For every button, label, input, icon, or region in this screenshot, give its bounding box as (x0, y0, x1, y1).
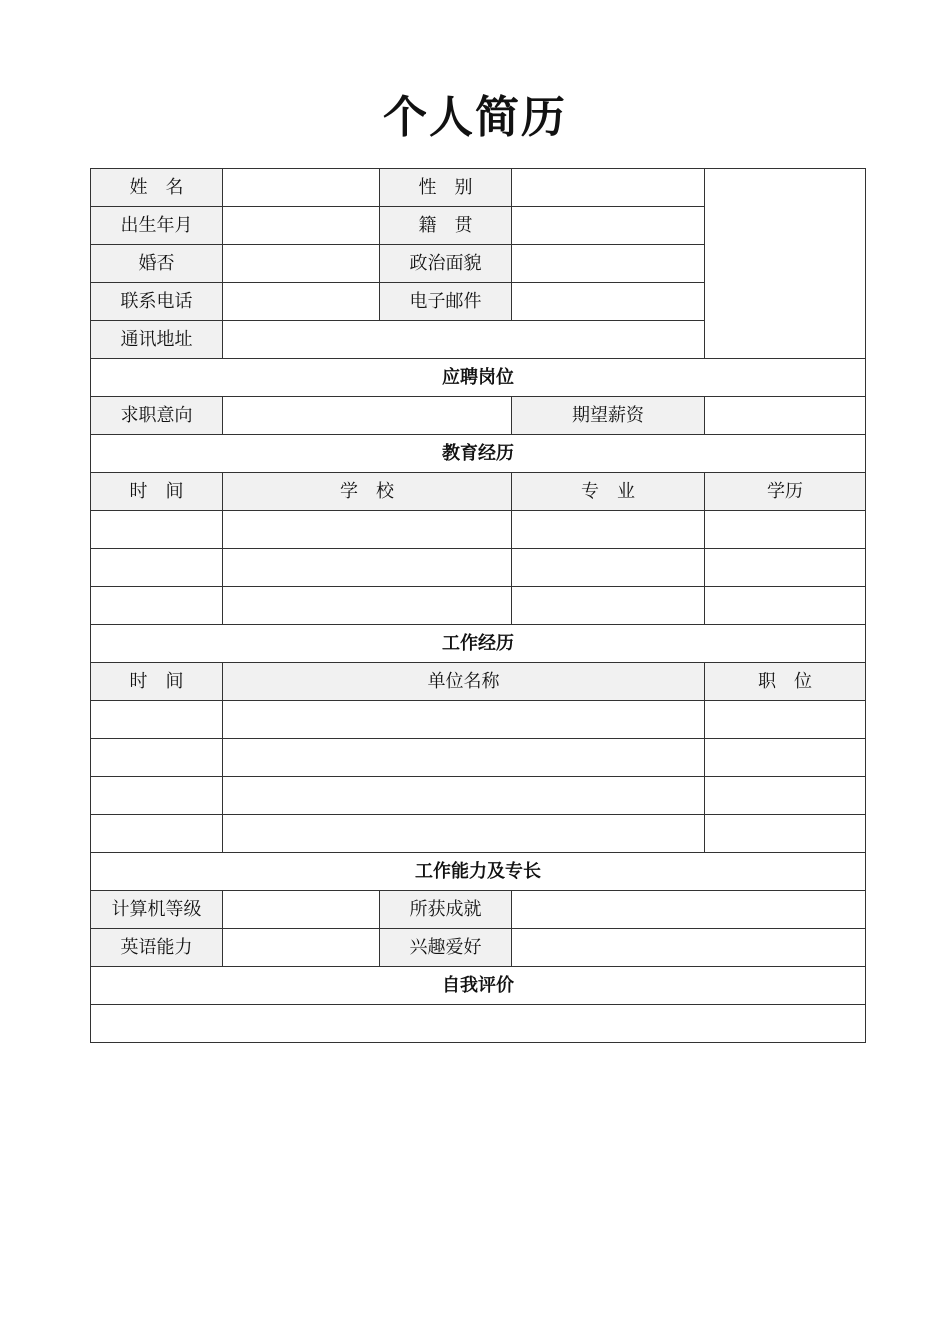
page-title: 个人简历 (383, 92, 567, 143)
work-time-field[interactable] (91, 701, 223, 739)
skills-section-title: 工作能力及专长 (91, 853, 866, 891)
birth-label: 出生年月 (91, 207, 223, 245)
gender-label: 性 别 (380, 169, 512, 207)
work-company-field[interactable] (223, 701, 705, 739)
row-position-header (91, 359, 866, 397)
salary-field[interactable] (705, 397, 866, 435)
work-title-field[interactable] (705, 815, 866, 853)
edu-time-header: 时 间 (91, 473, 223, 511)
salary-label: 期望薪资 (512, 397, 705, 435)
email-field[interactable] (512, 283, 705, 321)
email-label: 电子邮件 (380, 283, 512, 321)
marital-label: 婚否 (91, 245, 223, 283)
edu-school-header: 学 校 (223, 473, 512, 511)
achievements-label: 所获成就 (380, 891, 512, 929)
edu-major-field[interactable] (512, 511, 705, 549)
edu-degree-field[interactable] (705, 511, 866, 549)
phone-field[interactable] (223, 283, 380, 321)
name-label: 姓 名 (91, 169, 223, 207)
english-label: 英语能力 (91, 929, 223, 967)
education-row (91, 511, 866, 549)
edu-school-field[interactable] (223, 587, 512, 625)
intent-field[interactable] (223, 397, 512, 435)
english-field[interactable] (223, 929, 380, 967)
work-row (91, 815, 866, 853)
row-self-eval (91, 1005, 866, 1043)
computer-field[interactable] (223, 891, 380, 929)
row-computer-achievements (91, 891, 866, 929)
edu-time-field[interactable] (91, 549, 223, 587)
phone-label: 联系电话 (91, 283, 223, 321)
edu-degree-field[interactable] (705, 549, 866, 587)
row-name-gender (91, 169, 866, 207)
marital-field[interactable] (223, 245, 380, 283)
work-title-field[interactable] (705, 777, 866, 815)
work-company-field[interactable] (223, 815, 705, 853)
edu-school-field[interactable] (223, 511, 512, 549)
work-title-header: 职 位 (705, 663, 866, 701)
position-section-title: 应聘岗位 (91, 359, 866, 397)
work-company-header: 单位名称 (223, 663, 705, 701)
edu-time-field[interactable] (91, 587, 223, 625)
edu-major-field[interactable] (512, 587, 705, 625)
hometown-label: 籍 贯 (380, 207, 512, 245)
row-work-header (91, 625, 866, 663)
row-education-columns (91, 473, 866, 511)
self-eval-section-title: 自我评价 (91, 967, 866, 1005)
edu-major-header: 专 业 (512, 473, 705, 511)
work-company-field[interactable] (223, 777, 705, 815)
edu-school-field[interactable] (223, 549, 512, 587)
row-intent-salary (91, 397, 866, 435)
education-row (91, 549, 866, 587)
work-time-header: 时 间 (91, 663, 223, 701)
edu-time-field[interactable] (91, 511, 223, 549)
row-work-columns (91, 663, 866, 701)
work-row (91, 777, 866, 815)
address-label: 通讯地址 (91, 321, 223, 359)
address-field[interactable] (223, 321, 705, 359)
work-time-field[interactable] (91, 815, 223, 853)
hometown-field[interactable] (512, 207, 705, 245)
edu-degree-field[interactable] (705, 587, 866, 625)
achievements-field[interactable] (512, 891, 866, 929)
self-eval-field[interactable] (91, 1005, 866, 1043)
political-field[interactable] (512, 245, 705, 283)
political-label: 政治面貌 (380, 245, 512, 283)
row-self-eval-header (91, 967, 866, 1005)
name-field[interactable] (223, 169, 380, 207)
work-section-title: 工作经历 (91, 625, 866, 663)
resume-table (90, 168, 866, 1043)
work-title-field[interactable] (705, 739, 866, 777)
work-title-field[interactable] (705, 701, 866, 739)
gender-field[interactable] (512, 169, 705, 207)
edu-major-field[interactable] (512, 549, 705, 587)
education-row (91, 587, 866, 625)
row-english-hobbies (91, 929, 866, 967)
computer-label: 计算机等级 (91, 891, 223, 929)
intent-label: 求职意向 (91, 397, 223, 435)
row-education-header (91, 435, 866, 473)
work-row (91, 701, 866, 739)
row-skills-header (91, 853, 866, 891)
work-row (91, 739, 866, 777)
education-section-title: 教育经历 (91, 435, 866, 473)
work-time-field[interactable] (91, 777, 223, 815)
hobbies-label: 兴趣爱好 (380, 929, 512, 967)
edu-degree-header: 学历 (705, 473, 866, 511)
work-time-field[interactable] (91, 739, 223, 777)
photo-box[interactable] (705, 169, 866, 359)
birth-field[interactable] (223, 207, 380, 245)
hobbies-field[interactable] (512, 929, 866, 967)
work-company-field[interactable] (223, 739, 705, 777)
